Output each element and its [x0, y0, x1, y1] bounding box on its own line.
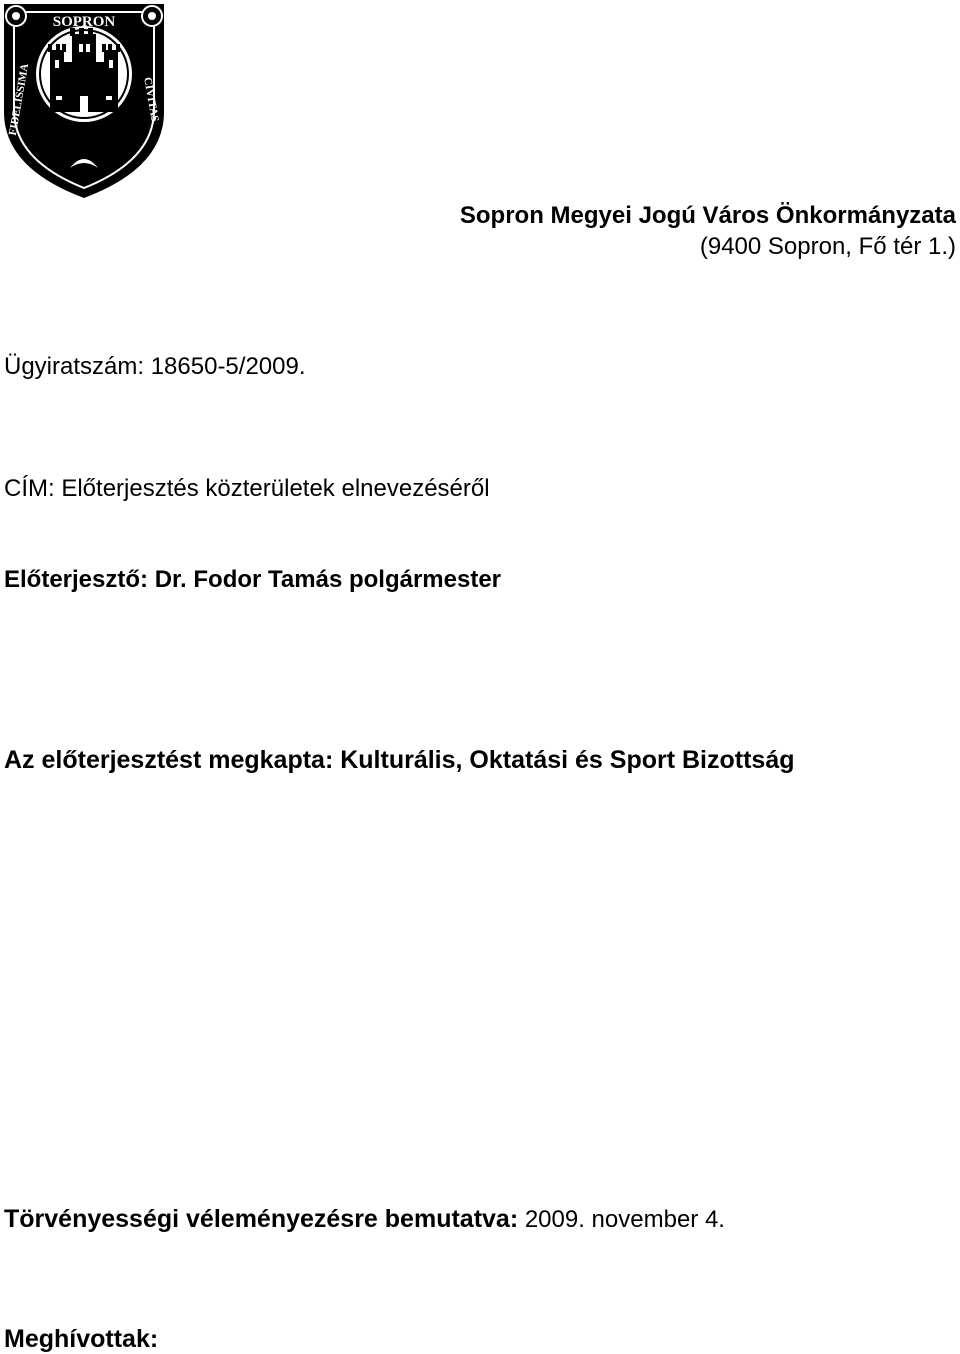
svg-text:FIDELISSIMA: FIDELISSIMA: [6, 62, 32, 137]
legal-review: [4, 1204, 725, 1235]
svg-text:SOPRON: SOPRON: [52, 14, 116, 30]
received-value: Kulturális, Oktatási és Sport Bizottság: [340, 746, 795, 774]
presenter-label: Előterjesztő:: [4, 566, 149, 593]
legal-review-label: Törvényességi véleményezésre bemutatva:: [4, 1205, 519, 1233]
presenter: [4, 565, 501, 595]
received-by: [4, 745, 795, 775]
invited-label: Meghívottak:: [4, 1325, 159, 1353]
city-crest-logo: [0, 0, 168, 200]
received-label: Az előterjesztést megkapta:: [4, 746, 334, 774]
title-label: CÍM:: [4, 475, 55, 502]
title-value: Előterjesztés közterületek elnevezéséről: [61, 475, 490, 502]
organization-header: [460, 200, 956, 262]
organization-name: Sopron Megyei Jogú Város Önkormányzata: [459, 202, 956, 229]
document-title: [4, 474, 490, 504]
presenter-value: Dr. Fodor Tamás polgármester: [154, 566, 502, 593]
legal-review-date: 2009. november 4.: [524, 1206, 725, 1233]
svg-text:CIVITAS: CIVITAS: [141, 76, 161, 123]
reference-number: [4, 352, 306, 382]
organization-address: (9400 Sopron, Fő tér 1.): [699, 233, 956, 260]
reference-value: 18650-5/2009.: [150, 353, 306, 380]
invited-heading: [4, 1324, 158, 1354]
reference-label: Ügyiratszám:: [4, 353, 145, 380]
castle-crest-icon: [0, 0, 168, 200]
